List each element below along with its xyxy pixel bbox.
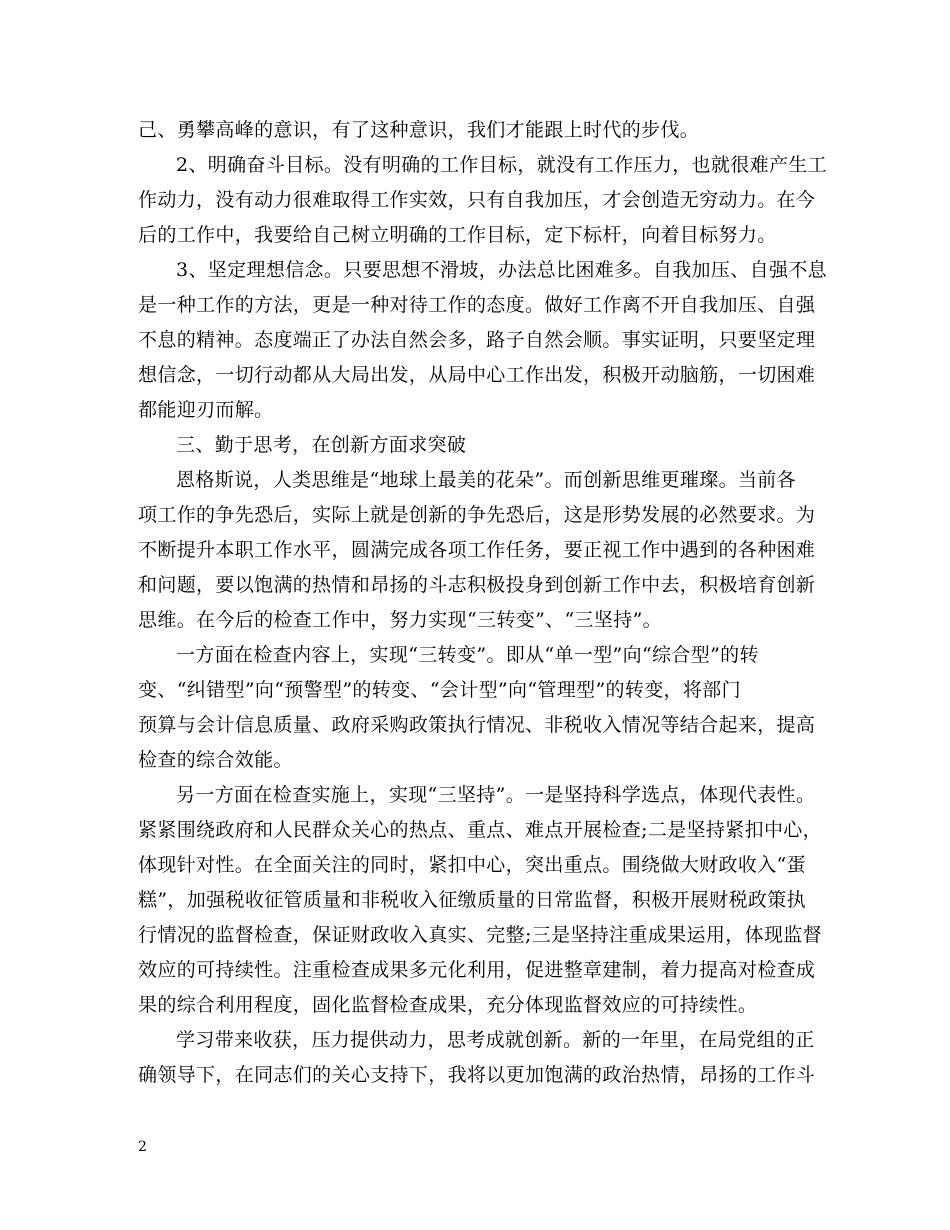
text-line: 效应的可持续性。注重检查成果多元化利用，促进整章建制，着力提高对检查成 — [138, 959, 816, 981]
text-line: 一方面在检查内容上，实现“三转变”。即从“单一型”向“综合型”的转 — [176, 644, 759, 666]
text-line: 是一种工作的方法，更是一种对待工作的态度。做好工作离不开自我加压、自强 — [138, 294, 816, 316]
document-body — [138, 113, 827, 1093]
text-line: 恩格斯说，人类思维是“地球上最美的花朵”。而创新思维更璀璨。当前各 — [176, 469, 796, 491]
section-heading: 三、勤于思考，在创新方面求突破 — [176, 434, 467, 456]
text-line: 项工作的争先恐后，实际上就是创新的争先恐后，这是形势发展的必然要求。为 — [138, 504, 816, 526]
text-line: 想信念，一切行动都从大局出发，从局中心工作出发，积极开动脑筋，一切困难 — [138, 364, 816, 386]
text-line: 作动力，没有动力很难取得工作实效，只有自我加压，才会创造无穷动力。在今 — [138, 189, 816, 211]
text-line: 2、明确奋斗目标。没有明确的工作目标，就没有工作压力，也就很难产生工 — [176, 154, 827, 176]
text-line: 确领导下，在同志们的关心支持下，我将以更加饱满的政治热情，昂扬的工作斗 — [138, 1064, 816, 1086]
text-line: 糕”，加强税收征管质量和非税收入征缴质量的日常监督，积极开展财税政策执 — [138, 889, 806, 911]
text-line: 不断提升本职工作水平，圆满完成各项工作任务，要正视工作中遇到的各种困难 — [138, 539, 816, 561]
text-line: 体现针对性。在全面关注的同时，紧扣中心，突出重点。围绕做大财政收入“蛋 — [138, 854, 806, 876]
text-line: 紧紧围绕政府和人民群众关心的热点、重点、难点开展检查;二是坚持紧扣中心， — [138, 819, 823, 841]
text-line: 己、勇攀高峰的意识，有了这种意识，我们才能跟上时代的步伐。 — [138, 119, 700, 141]
text-line: 都能迎刃而解。 — [138, 399, 274, 421]
text-line: 不息的精神。态度端正了办法自然会多，路子自然会顺。事实证明，只要坚定理 — [138, 329, 816, 351]
text-line: 另一方面在检查实施上，实现“三坚持”。一是坚持科学选点，体现代表性。 — [176, 784, 816, 806]
text-line: 检查的综合效能。 — [138, 749, 293, 771]
text-line: 3、坚定理想信念。只要思想不滑坡，办法总比困难多。自我加压、自强不息 — [176, 259, 827, 281]
text-line: 和问题，要以饱满的热情和昂扬的斗志积极投身到创新工作中去，积极培育创新 — [138, 574, 816, 596]
text-line: 思维。在今后的检查工作中，努力实现“三转变”、“三坚持”。 — [138, 609, 663, 631]
text-line: 学习带来收获，压力提供动力，思考成就创新。新的一年里，在局党组的正 — [176, 1029, 815, 1051]
text-line: 变、“纠错型”向“预警型”的转变、“会计型”向“管理型”的转变，将部门 — [138, 679, 741, 701]
page-number: 2 — [138, 1139, 147, 1155]
text-line: 后的工作中，我要给自己树立明确的工作目标，定下标杆，向着目标努力。 — [138, 224, 777, 246]
text-line: 果的综合利用程度，固化监督检查成果，充分体现监督效应的可持续性。 — [138, 994, 758, 1016]
text-line: 行情况的监督检查，保证财政收入真实、完整;三是坚持注重成果运用，体现监督 — [138, 924, 823, 946]
text-line: 预算与会计信息质量、政府采购政策执行情况、非税收入情况等结合起来，提高 — [138, 714, 816, 736]
